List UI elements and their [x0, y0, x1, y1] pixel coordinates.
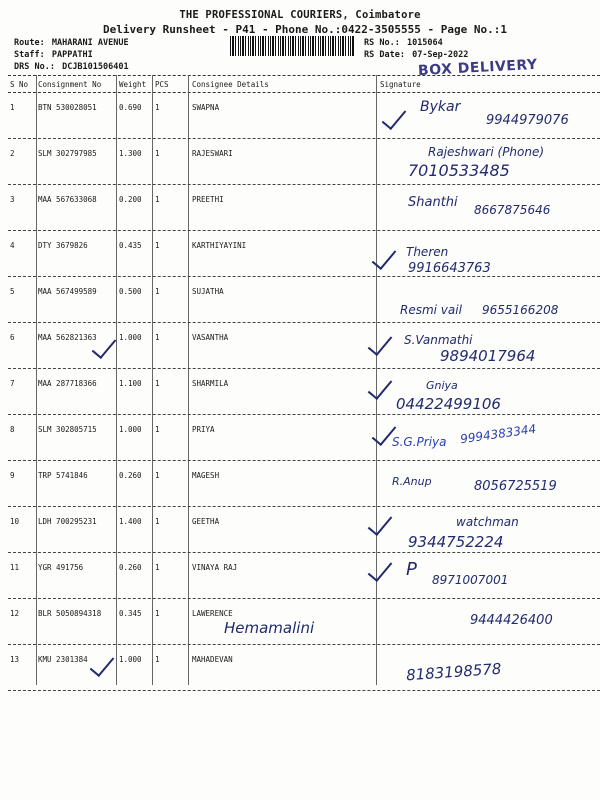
rs-date-value: 07-Sep-2022 [412, 50, 469, 60]
row-pcs: 1 [155, 333, 160, 342]
staff-value: PAPPATHI [51, 50, 93, 60]
col-header-consignment: Consignment No [38, 80, 102, 89]
handwritten-signature: Bykar [420, 99, 461, 115]
row-sno: 8 [10, 425, 15, 434]
row-sno: 7 [10, 379, 15, 388]
row-consignment-no: LDH 700295231 [38, 517, 97, 526]
table-row [8, 599, 600, 645]
row-consignment-no: SLM 302797985 [38, 149, 97, 158]
row-weight: 0.435 [119, 241, 142, 250]
row-pcs: 1 [155, 655, 160, 664]
handwritten-signature: R.Anup [392, 475, 432, 488]
rs-no-label: RS No.: [364, 38, 400, 48]
row-consignee: LAWERENCE [192, 609, 233, 618]
table-row [8, 461, 600, 507]
handwritten-phone: 8667875646 [474, 203, 551, 217]
row-consignment-no: BTN 530028051 [38, 103, 97, 112]
table-row [8, 415, 600, 461]
row-consignee: SUJATHA [192, 287, 224, 296]
route-label: Route: [14, 38, 45, 48]
row-weight: 1.300 [119, 149, 142, 158]
row-weight: 1.100 [119, 379, 142, 388]
row-separator [8, 690, 600, 691]
handwritten-signature: Rajeshwari (Phone) [428, 145, 545, 159]
handwritten-phone: 9655166208 [482, 303, 559, 317]
row-weight: 1.000 [119, 333, 142, 342]
table-row [8, 369, 600, 415]
col-header-signature: Signature [380, 80, 421, 89]
row-consignee: MAHADEVAN [192, 655, 233, 664]
staff-field [14, 50, 93, 60]
handwritten-phone: 8056725519 [474, 479, 557, 494]
handwritten-phone: 8183198578 [405, 659, 502, 685]
document-title: THE PROFESSIONAL COURIERS, Coimbatore [179, 9, 421, 21]
row-sno: 3 [10, 195, 15, 204]
row-sno: 13 [10, 655, 20, 664]
row-consignment-no: MAA 567633068 [38, 195, 97, 204]
handwritten-signature: Hemamalini [224, 619, 315, 637]
row-consignment-no: BLR 5050894318 [38, 609, 102, 618]
row-pcs: 1 [155, 471, 160, 480]
row-pcs: 1 [155, 517, 160, 526]
drs-label: DRS No.: [14, 62, 55, 72]
handwritten-phone: 9444426400 [470, 613, 553, 628]
handwritten-signature: P [406, 559, 417, 580]
row-pcs: 1 [155, 195, 160, 204]
handwritten-phone: 9994383344 [459, 421, 537, 447]
row-consignee: RAJESWARI [192, 149, 233, 158]
row-consignee: VINAYA RAJ [192, 563, 238, 572]
header-top-rule [8, 75, 600, 76]
row-pcs: 1 [155, 563, 160, 572]
row-weight: 0.260 [119, 563, 142, 572]
row-consignment-no: MAA 287718366 [38, 379, 97, 388]
handwritten-signature: S.G.Priya [392, 435, 447, 449]
row-consignment-no: SLM 302805715 [38, 425, 97, 434]
handwritten-phone: 9344752224 [408, 533, 504, 551]
row-weight: 0.200 [119, 195, 142, 204]
row-weight: 1.000 [119, 655, 142, 664]
handwritten-signature: Theren [406, 245, 449, 259]
row-consignee: VASANTHA [192, 333, 229, 342]
row-consignee: SWAPNA [192, 103, 220, 112]
runsheet-subtitle: Delivery Runsheet - P41 - Phone No.:0422-3505555 - Page No.:1 [103, 23, 507, 36]
handwritten-signature: Shanthi [408, 195, 458, 210]
row-pcs: 1 [155, 609, 160, 618]
table-row [8, 139, 600, 185]
drs-value: DCJB101506401 [62, 62, 129, 72]
row-weight: 0.260 [119, 471, 142, 480]
row-sno: 5 [10, 287, 15, 296]
rs-no-field [364, 38, 443, 48]
row-pcs: 1 [155, 287, 160, 296]
table-row [8, 277, 600, 323]
table-row [8, 231, 600, 277]
row-consignee: KARTHIYAYINI [192, 241, 247, 250]
route-field [14, 38, 129, 48]
col-header-sno: S No [10, 80, 29, 89]
handwritten-signature: S.Vanmathi [404, 333, 473, 347]
drs-field [14, 62, 129, 72]
handwritten-phone: 9944979076 [486, 113, 569, 128]
row-sno: 2 [10, 149, 15, 158]
row-weight: 1.400 [119, 517, 142, 526]
handwritten-signature: Resmi vail [400, 303, 462, 317]
row-pcs: 1 [155, 149, 160, 158]
staff-label: Staff: [14, 50, 45, 60]
row-pcs: 1 [155, 379, 160, 388]
handwritten-phone: 8971007001 [432, 573, 509, 587]
row-consignee: PRIYA [192, 425, 215, 434]
row-weight: 0.500 [119, 287, 142, 296]
route-value: MAHARANI AVENUE [51, 38, 129, 48]
rs-no-value: 1015064 [406, 38, 443, 48]
handwritten-phone: 7010533485 [408, 161, 510, 180]
row-sno: 12 [10, 609, 20, 618]
row-weight: 0.690 [119, 103, 142, 112]
handwritten-signature: Gniya [426, 379, 458, 392]
box-delivery-stamp: BOX DELIVERY [417, 56, 538, 80]
row-sno: 6 [10, 333, 15, 342]
rs-date-label: RS Date: [364, 50, 405, 60]
row-consignee: MAGESH [192, 471, 220, 480]
row-sno: 1 [10, 103, 15, 112]
handwritten-phone: 9894017964 [440, 347, 536, 365]
row-sno: 9 [10, 471, 15, 480]
row-pcs: 1 [155, 241, 160, 250]
row-consignment-no: DTY 3679826 [38, 241, 88, 250]
row-consignment-no: MAA 562821363 [38, 333, 97, 342]
handwritten-phone: 9916643763 [408, 261, 491, 276]
row-sno: 11 [10, 563, 20, 572]
rs-date-field [364, 50, 468, 60]
row-weight: 0.345 [119, 609, 142, 618]
col-header-weight: Weight [119, 80, 147, 89]
row-consignment-no: YGR 491756 [38, 563, 84, 572]
col-header-consignee: Consignee Details [192, 80, 269, 89]
row-consignment-no: KMU 2301384 [38, 655, 88, 664]
row-pcs: 1 [155, 425, 160, 434]
row-consignee: PREETHI [192, 195, 224, 204]
row-sno: 10 [10, 517, 20, 526]
table-row [8, 93, 600, 139]
handwritten-phone: 04422499106 [396, 395, 501, 413]
row-sno: 4 [10, 241, 15, 250]
table-row [8, 507, 600, 553]
barcode-image [230, 36, 355, 56]
row-consignee: SHARMILA [192, 379, 229, 388]
table-row [8, 185, 600, 231]
row-consignment-no: TRP 5741846 [38, 471, 88, 480]
table-row [8, 553, 600, 599]
row-consignment-no: MAA 567499589 [38, 287, 97, 296]
row-pcs: 1 [155, 103, 160, 112]
handwritten-signature: watchman [456, 515, 519, 529]
row-weight: 1.000 [119, 425, 142, 434]
col-header-pcs: PCS [155, 80, 169, 89]
row-consignee: GEETHA [192, 517, 220, 526]
